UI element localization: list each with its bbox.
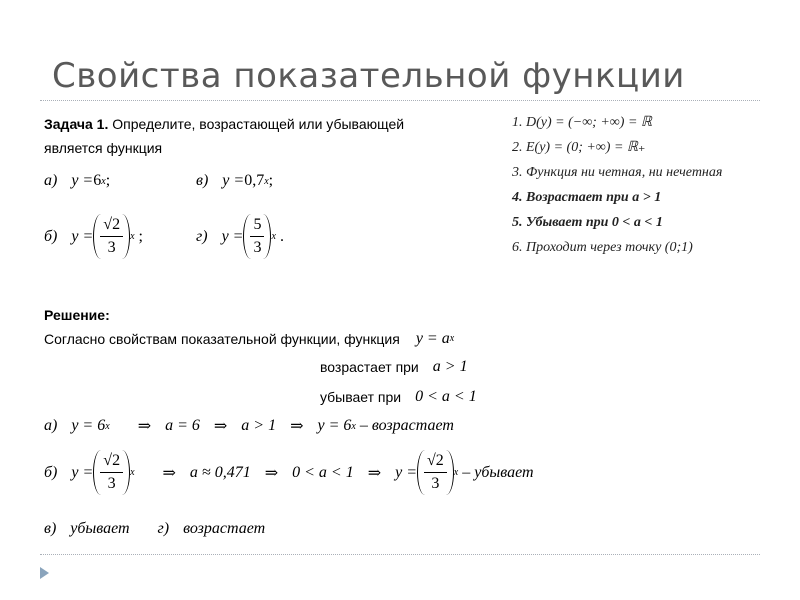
divider-top [40, 100, 760, 101]
result-increases: возрастает [371, 417, 454, 434]
decrease-condition: убывает при 0 < a < 1 [320, 388, 477, 405]
task-item-g: г) y = $\frac{5}{3}$ x . [196, 214, 284, 259]
solution: Решение: Согласно свойствам показательной функции, функция y = a x [44, 303, 744, 351]
task-item-a: а) y = 6 x ; [44, 172, 111, 189]
solution-formula: y = a [415, 330, 450, 347]
property-item: 1. D(y) = (−∞; +∞) = ℝ [512, 115, 652, 130]
page-title: Свойства показательной функции [52, 56, 685, 96]
task-item-v: в) y = 0,7 x ; [196, 172, 274, 189]
divider-bottom [40, 554, 760, 555]
task-item-b: б) y = $\frac{√2}{3}$ x ; [44, 214, 143, 259]
solution-line-b: б) y = $\frac{√2}{3}$ x ⇒ a ≈ 0,471 ⇒ 0 < a < 1 ⇒ y = $\frac{√2}{3}$ x – убывает [44, 450, 534, 495]
solution-text: Согласно свойствам показательной функции, функция [44, 331, 400, 347]
property-item: 6. Проходит через точку (0;1) [512, 240, 693, 255]
bullet-arrow-icon [40, 567, 49, 579]
increase-condition: возрастает при a > 1 [320, 358, 468, 375]
task-statement [44, 112, 464, 160]
property-item: 2. E(y) = (0; +∞) = ℝ₊ [512, 140, 646, 155]
solution-line-a: а) y = 6 x ⇒ a = 6 ⇒ a > 1 ⇒ y = 6 x – возрастает [44, 417, 454, 435]
solution-label: Решение: [44, 307, 110, 323]
property-item: 5. Убывает при 0 < a < 1 [512, 215, 663, 230]
property-item: 3. Функция ни четная, ни нечетная [512, 165, 723, 180]
solution-line-c: в) убывает г) возрастает [44, 520, 266, 537]
task-text: Определите, возрастающей или убывающей является функция [44, 116, 405, 156]
property-item: 4. Возрастает при a > 1 [512, 190, 662, 205]
properties-list [512, 110, 792, 260]
result-decreases: убывает [474, 463, 534, 481]
task-label: Задача 1. [44, 116, 109, 132]
